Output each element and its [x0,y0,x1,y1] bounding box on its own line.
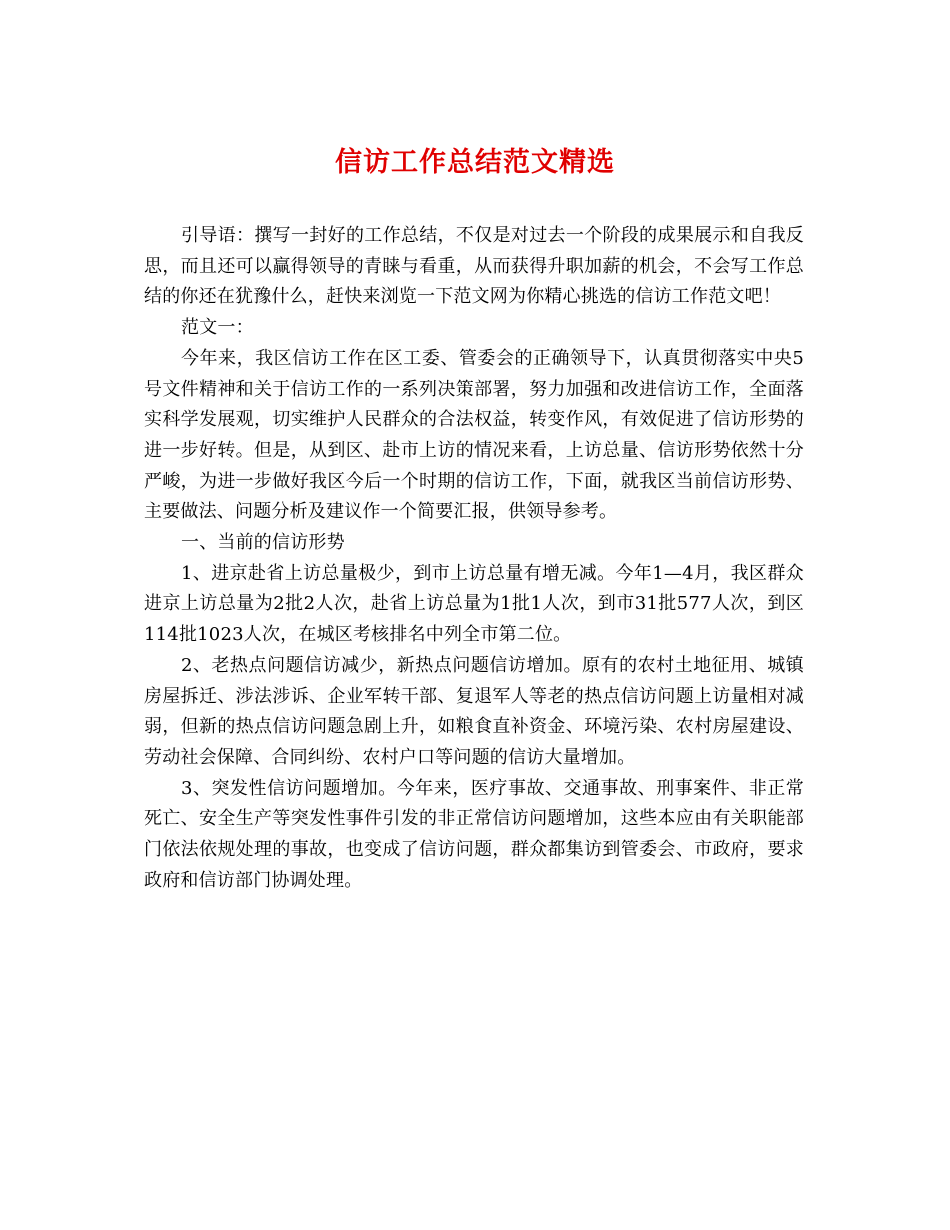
intro-paragraph: 引导语：撰写一封好的工作总结，不仅是对过去一个阶段的成果展示和自我反思，而且还可以赢得领导的青睐与看重，从而获得升职加薪的机会，不会写工作总结的你还在犹豫什么，赶快来浏览一下范文网为你精心挑选的信访工作范文吧！ [144,225,804,308]
body-paragraph: 今年来，我区信访工作在区工委、管委会的正确领导下，认真贯彻落实中央5号文件精神和关于信访工作的一系列决策部署，努力加强和改进信访工作，全面落实科学发展观，切实维护人民群众的合法权益，转变作风，有效促进了信访形势的进一步好转。但是，从到区、赴市上访的情况来看，上访总量、信访形势依然十分严峻，为进一步做好我区今后一个时期的信访工作，下面，就我区当前信访形势、主要做法、问题分析及建议作一个简要汇报，供领导参考。 [144,347,804,523]
point-paragraph-3: 3、突发性信访问题增加。今年来，医疗事故、交通事故、刑事案件、非正常死亡、安全生产等突发性事件引发的非正常信访问题增加，这些本应由有关职能部门依法依规处理的事故，也变成了信访问题，群众都集访到管委会、市政府，要求政府和信访部门协调处理。 [144,777,804,891]
point-paragraph-1: 1、进京赴省上访总量极少，到市上访总量有增无减。今年1—4月，我区群众进京上访总量为2批2人次，赴省上访总量为1批1人次，到市31批577人次，到区114批1023人次，在城区考核排名中列全市第二位。 [144,562,804,646]
document-body [144,221,804,896]
sample-heading: 范文一： [181,317,254,339]
document-title: 信访工作总结范文精选 [335,147,615,178]
point-paragraph-2: 2、老热点问题信访减少，新热点问题信访增加。原有的农村土地征用、城镇房屋拆迁、涉法涉诉、企业军转干部、复退军人等老的热点信访问题上访量相对减弱，但新的热点信访问题急剧上升，如粮食直补资金、环境污染、农村房屋建设、劳动社会保障、合同纠纷、农村户口等问题的信访大量增加。 [144,654,804,768]
section-heading: 一、当前的信访形势 [181,532,345,554]
